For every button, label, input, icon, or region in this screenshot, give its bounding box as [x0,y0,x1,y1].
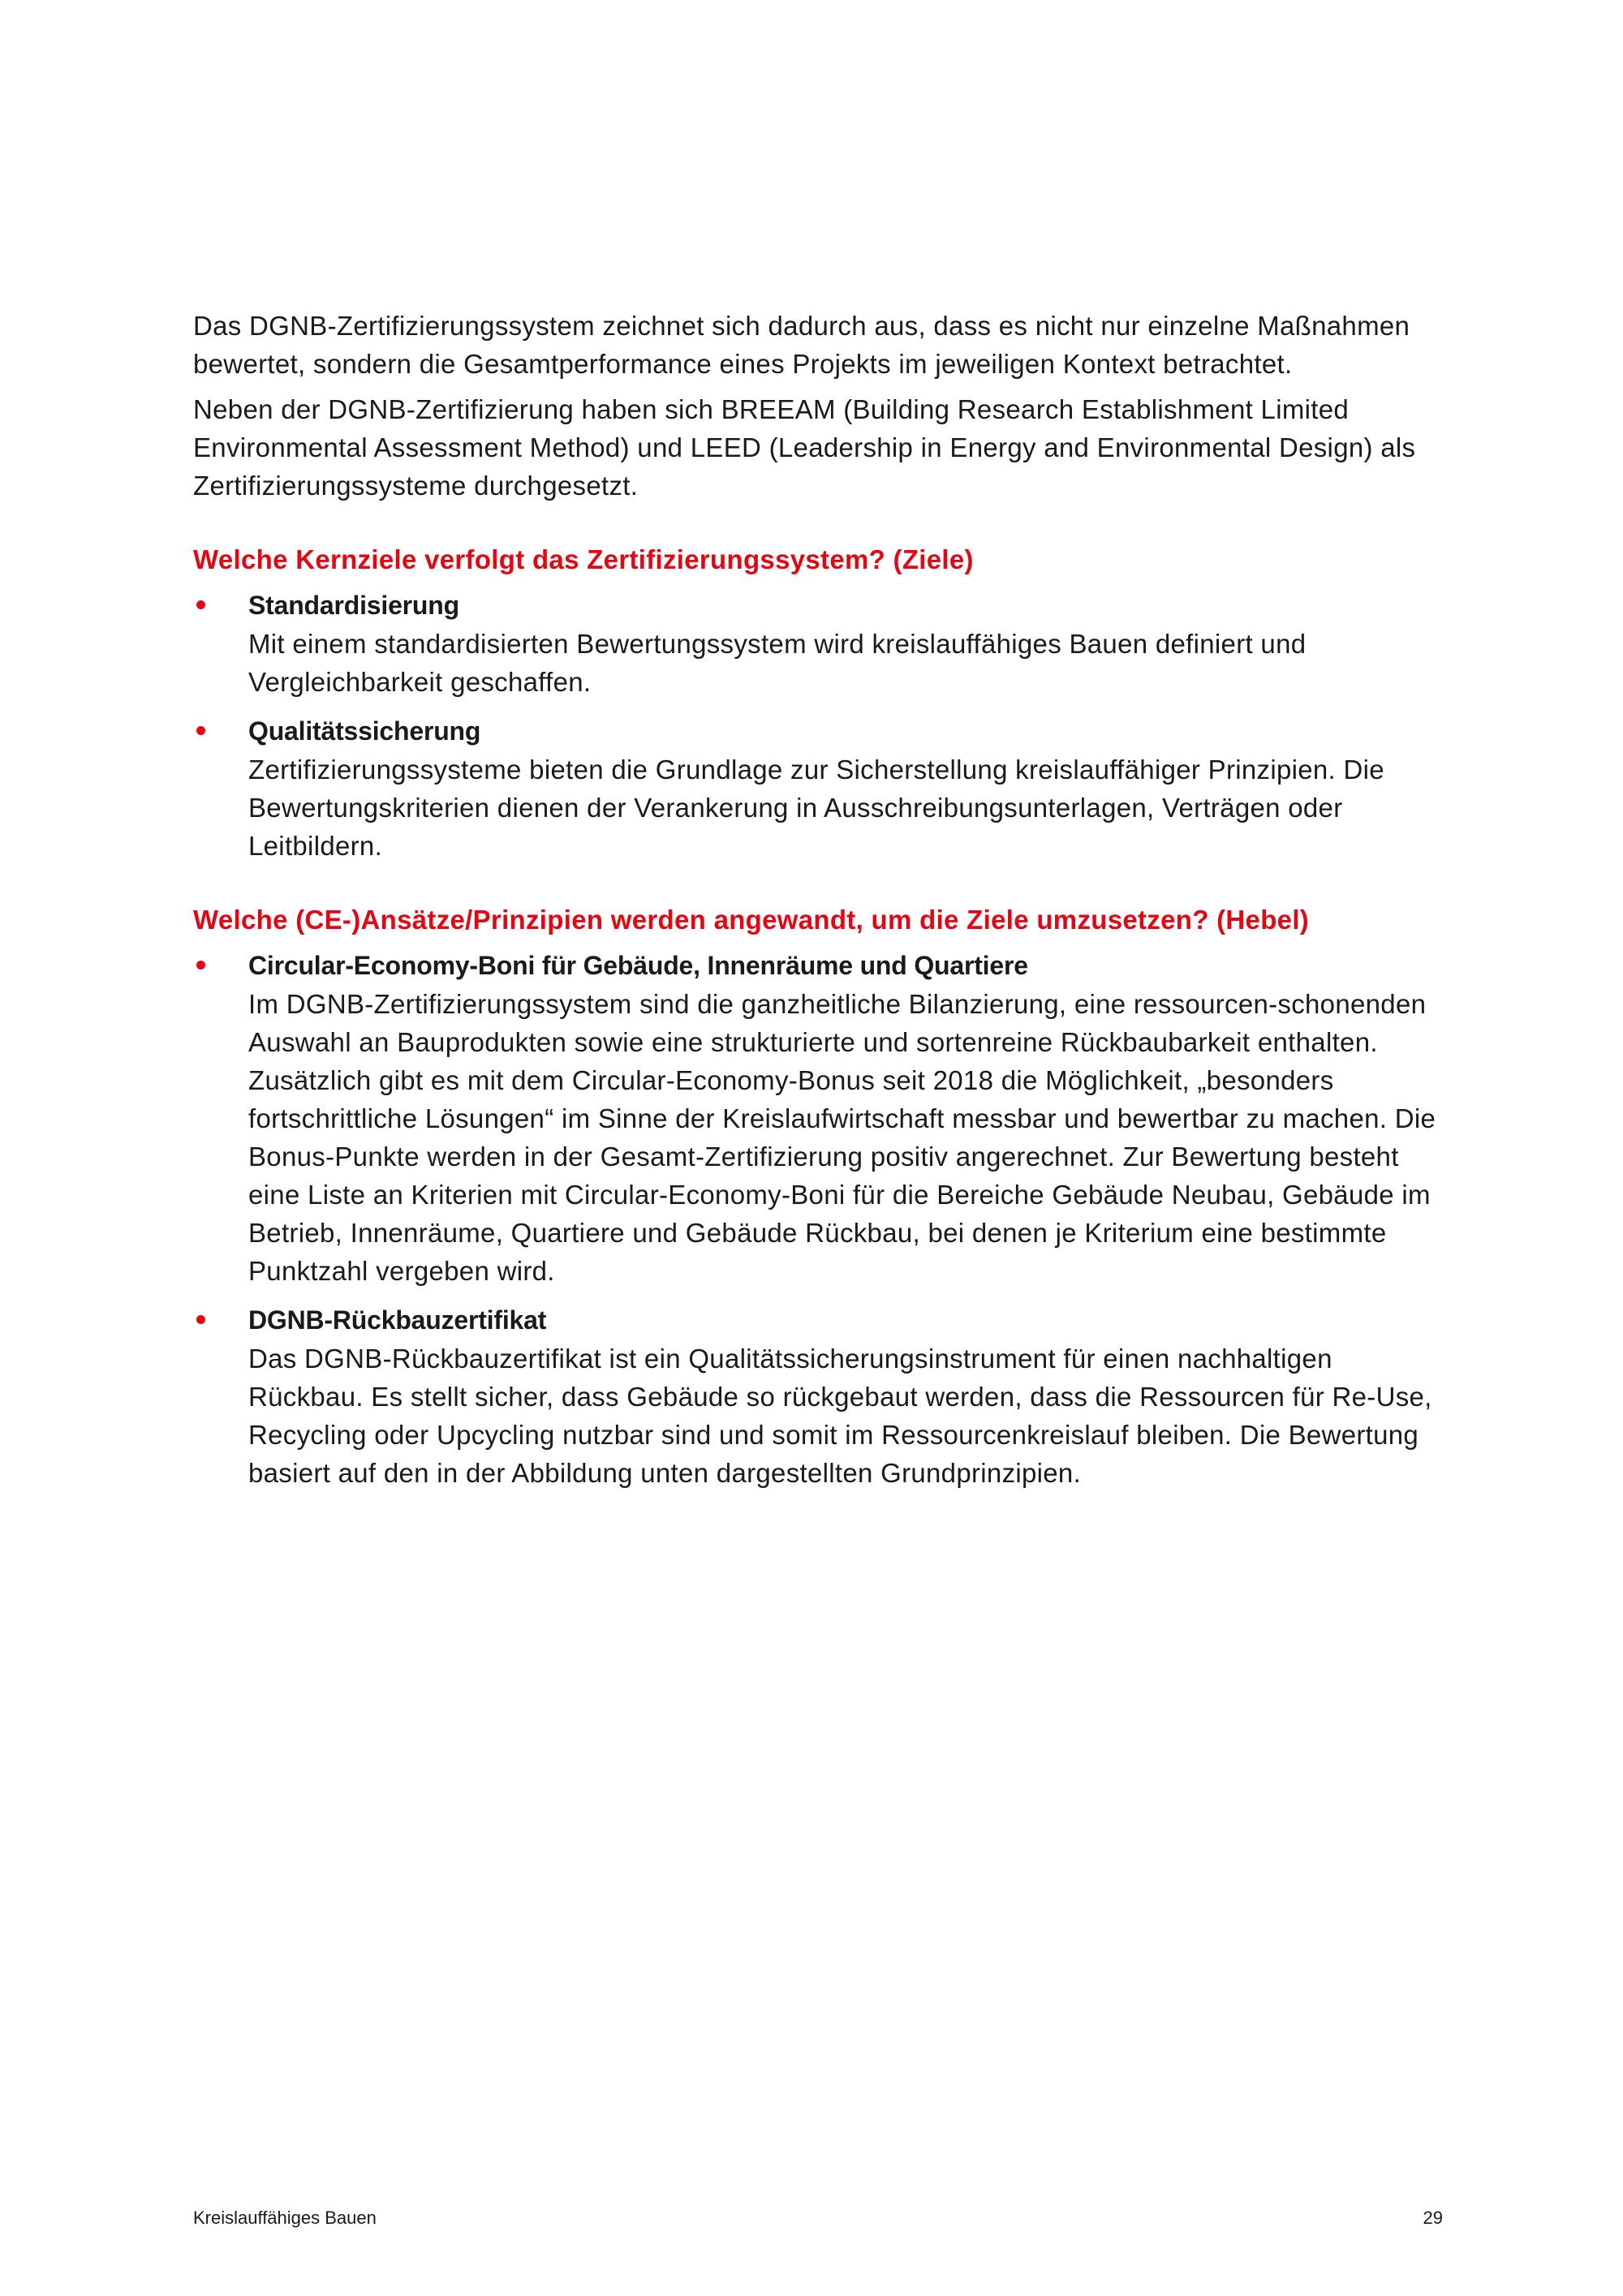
bullet-icon [196,726,205,735]
goals-list [193,587,1443,865]
section-heading-goals: Welche Kernziele verfolgt das Zertifizierungssystem? (Ziele) [193,544,974,574]
intro-paragraph: Das DGNB-Zertifizierungssystem zeichnet sich dadurch aus, dass es nicht nur einzelne Maßnahmen bewertet, sondern die Gesamtperformance eines Projekts im jeweiligen Kontext betrachtet. [193,311,1410,379]
item-text: Im DGNB-Zertifizierungssystem sind die ganzheitliche Bilanzierung, eine ressourcen-schonenden Auswahl an Bauprodukten sowie eine strukturierte und sortenreine Rückbaubarkeit enthalten. Zusätzlich gibt es mit dem Circular-Economy-Bonus seit 2018 die Möglichkeit, „besonders fortschrittliche Lösungen“ im Sinne der Kreislaufwirtschaft messbar und bewertbar zu machen. Die Bonus-Punkte werden in der Gesamt-Zertifizierung positiv angerechnet. Zur Bewertung besteht eine Liste an Kriterien mit Circular-Economy-Boni für die Bereiche Gebäude Neubau, Gebäude im Betrieb, Innenräume, Quartiere und Gebäude Rückbau, bei denen je Kriterium eine bestimmte Punktzahl vergeben wird. [248,989,1436,1286]
item-title: Standardisierung [248,591,459,620]
page-content [193,307,1443,1492]
bullet-icon [196,600,205,609]
page-number: 29 [1423,2208,1443,2228]
levers-list [193,947,1443,1492]
item-text: Das DGNB-Rückbauzertifikat ist ein Qualitätssicherungsinstrument für einen nachhaltigen Rückbau. Es stellt sicher, dass Gebäude so rückgebaut werden, dass die Ressourcen für Re-Use, Recycling oder Upcycling nutzbar sind und somit im Ressourcenkreislauf bleiben. Die Bewertung basiert auf den in der Abbildung unten dargestellten Grundprinzipien. [248,1344,1432,1488]
item-title: Qualitätssicherung [248,716,481,746]
intro-paragraph: Neben der DGNB-Zertifizierung haben sich BREEAM (Building Research Establishment Limited Environmental Assessment Method) und LEED (Leadership in Energy and Environmental Design) als Zertifizierungssysteme durchgesetzt. [193,394,1416,501]
bullet-icon [196,961,205,970]
item-title: DGNB-Rückbauzertifikat [248,1305,547,1335]
bullet-icon [196,1315,205,1324]
list-item [193,712,1443,865]
section-heading-levers: Welche (CE-)Ansätze/Prinzipien werden angewandt, um die Ziele umzusetzen? (Hebel) [193,905,1310,935]
item-text: Mit einem standardisierten Bewertungssystem wird kreislauffähiges Bauen definiert und Vergleichbarkeit geschaffen. [248,629,1307,697]
footer-title: Kreislauffähiges Bauen [193,2208,377,2228]
list-item [193,1301,1443,1492]
item-title: Circular-Economy-Boni für Gebäude, Innenräume und Quartiere [248,951,1028,980]
item-text: Zertifizierungssysteme bieten die Grundlage zur Sicherstellung kreislauffähiger Prinzipien. Die Bewertungskriterien dienen der Verankerung in Ausschreibungsunterlagen, Verträgen oder Leitbildern. [248,755,1384,861]
list-item [193,587,1443,701]
list-item [193,947,1443,1290]
